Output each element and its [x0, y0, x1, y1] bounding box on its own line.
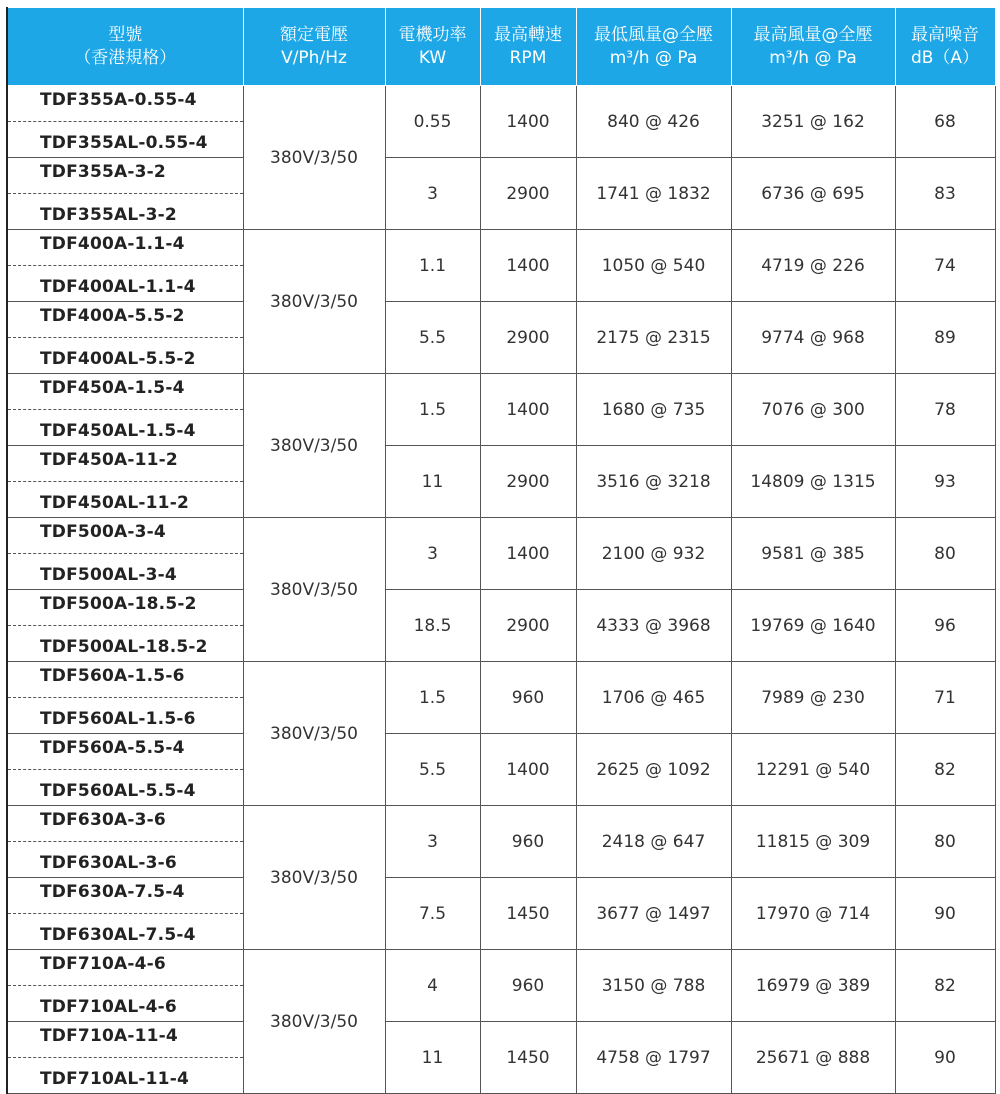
header-model: 型號 （香港規格） [7, 8, 243, 86]
min-flow-cell: 4333 @ 3968 [576, 590, 731, 662]
power-cell: 7.5 [385, 878, 480, 950]
max-flow-cell: 25671 @ 888 [731, 1022, 895, 1094]
header-power: 電機功率 KW [385, 8, 480, 86]
power-cell: 5.5 [385, 734, 480, 806]
model-cell: TDF400AL-5.5-2 [7, 338, 243, 374]
voltage-cell: 380V/3/50 [243, 230, 385, 374]
model-cell: TDF710AL-11-4 [7, 1058, 243, 1094]
noise-cell: 82 [895, 734, 995, 806]
table-row [7, 518, 995, 554]
power-cell: 1.5 [385, 374, 480, 446]
table-row [7, 878, 995, 914]
model-cell: TDF710A-11-4 [7, 1022, 243, 1058]
min-flow-cell: 840 @ 426 [576, 86, 731, 158]
model-cell: TDF630A-7.5-4 [7, 878, 243, 914]
noise-cell: 90 [895, 878, 995, 950]
table-row [7, 230, 995, 266]
speed-cell: 960 [480, 950, 576, 1022]
table-row [7, 1022, 995, 1058]
model-cell: TDF710AL-4-6 [7, 986, 243, 1022]
max-flow-cell: 6736 @ 695 [731, 158, 895, 230]
min-flow-cell: 2625 @ 1092 [576, 734, 731, 806]
max-flow-cell: 19769 @ 1640 [731, 590, 895, 662]
model-cell: TDF355AL-3-2 [7, 194, 243, 230]
max-flow-cell: 4719 @ 226 [731, 230, 895, 302]
model-cell: TDF500AL-3-4 [7, 554, 243, 590]
model-cell: TDF500A-18.5-2 [7, 590, 243, 626]
power-cell: 0.55 [385, 86, 480, 158]
voltage-cell: 380V/3/50 [243, 86, 385, 230]
min-flow-cell: 3516 @ 3218 [576, 446, 731, 518]
max-flow-cell: 17970 @ 714 [731, 878, 895, 950]
min-flow-cell: 3677 @ 1497 [576, 878, 731, 950]
header-voltage: 額定電壓 V/Ph/Hz [243, 8, 385, 86]
model-cell: TDF400A-5.5-2 [7, 302, 243, 338]
model-cell: TDF355A-0.55-4 [7, 86, 243, 122]
max-flow-cell: 7989 @ 230 [731, 662, 895, 734]
speed-cell: 1400 [480, 374, 576, 446]
model-cell: TDF560AL-5.5-4 [7, 770, 243, 806]
noise-cell: 82 [895, 950, 995, 1022]
model-cell: TDF560A-1.5-6 [7, 662, 243, 698]
max-flow-cell: 12291 @ 540 [731, 734, 895, 806]
max-flow-cell: 16979 @ 389 [731, 950, 895, 1022]
header-noise: 最高噪音 dB（A） [895, 8, 995, 86]
model-cell: TDF630AL-3-6 [7, 842, 243, 878]
min-flow-cell: 2100 @ 932 [576, 518, 731, 590]
speed-cell: 1400 [480, 86, 576, 158]
speed-cell: 1400 [480, 518, 576, 590]
table-row [7, 446, 995, 482]
min-flow-cell: 4758 @ 1797 [576, 1022, 731, 1094]
header-max-flow: 最高風量@全壓 m³/h @ Pa [731, 8, 895, 86]
voltage-cell: 380V/3/50 [243, 950, 385, 1094]
model-cell: TDF450A-1.5-4 [7, 374, 243, 410]
header-min-flow: 最低風量@全壓 m³/h @ Pa [576, 8, 731, 86]
header-speed: 最高轉速 RPM [480, 8, 576, 86]
model-cell: TDF400AL-1.1-4 [7, 266, 243, 302]
power-cell: 1.1 [385, 230, 480, 302]
max-flow-cell: 3251 @ 162 [731, 86, 895, 158]
model-cell: TDF500AL-18.5-2 [7, 626, 243, 662]
noise-cell: 80 [895, 518, 995, 590]
table-row [7, 662, 995, 698]
voltage-cell: 380V/3/50 [243, 662, 385, 806]
table-row [7, 590, 995, 626]
speed-cell: 2900 [480, 302, 576, 374]
table-row [7, 734, 995, 770]
model-cell: TDF710A-4-6 [7, 950, 243, 986]
speed-cell: 2900 [480, 158, 576, 230]
min-flow-cell: 2175 @ 2315 [576, 302, 731, 374]
noise-cell: 78 [895, 374, 995, 446]
noise-cell: 74 [895, 230, 995, 302]
power-cell: 3 [385, 158, 480, 230]
model-cell: TDF450AL-1.5-4 [7, 410, 243, 446]
voltage-cell: 380V/3/50 [243, 518, 385, 662]
table-row [7, 374, 995, 410]
model-cell: TDF630A-3-6 [7, 806, 243, 842]
max-flow-cell: 14809 @ 1315 [731, 446, 895, 518]
power-cell: 4 [385, 950, 480, 1022]
speed-cell: 1400 [480, 734, 576, 806]
power-cell: 11 [385, 446, 480, 518]
speed-cell: 960 [480, 806, 576, 878]
voltage-cell: 380V/3/50 [243, 374, 385, 518]
table-row [7, 86, 995, 122]
min-flow-cell: 1741 @ 1832 [576, 158, 731, 230]
model-cell: TDF450A-11-2 [7, 446, 243, 482]
noise-cell: 93 [895, 446, 995, 518]
min-flow-cell: 1706 @ 465 [576, 662, 731, 734]
voltage-cell: 380V/3/50 [243, 806, 385, 950]
model-cell: TDF560AL-1.5-6 [7, 698, 243, 734]
speed-cell: 1450 [480, 878, 576, 950]
header-row [7, 8, 995, 86]
model-cell: TDF500A-3-4 [7, 518, 243, 554]
noise-cell: 89 [895, 302, 995, 374]
max-flow-cell: 7076 @ 300 [731, 374, 895, 446]
speed-cell: 2900 [480, 446, 576, 518]
table-row [7, 302, 995, 338]
power-cell: 3 [385, 806, 480, 878]
model-cell: TDF630AL-7.5-4 [7, 914, 243, 950]
fan-spec-table [6, 7, 996, 1094]
noise-cell: 96 [895, 590, 995, 662]
min-flow-cell: 3150 @ 788 [576, 950, 731, 1022]
model-cell: TDF355A-3-2 [7, 158, 243, 194]
model-cell: TDF400A-1.1-4 [7, 230, 243, 266]
max-flow-cell: 11815 @ 309 [731, 806, 895, 878]
power-cell: 3 [385, 518, 480, 590]
noise-cell: 68 [895, 86, 995, 158]
model-cell: TDF355AL-0.55-4 [7, 122, 243, 158]
table-row [7, 950, 995, 986]
speed-cell: 960 [480, 662, 576, 734]
speed-cell: 1400 [480, 230, 576, 302]
power-cell: 11 [385, 1022, 480, 1094]
max-flow-cell: 9774 @ 968 [731, 302, 895, 374]
noise-cell: 83 [895, 158, 995, 230]
noise-cell: 71 [895, 662, 995, 734]
min-flow-cell: 1680 @ 735 [576, 374, 731, 446]
min-flow-cell: 2418 @ 647 [576, 806, 731, 878]
speed-cell: 2900 [480, 590, 576, 662]
model-cell: TDF450AL-11-2 [7, 482, 243, 518]
power-cell: 18.5 [385, 590, 480, 662]
table-row [7, 158, 995, 194]
speed-cell: 1450 [480, 1022, 576, 1094]
power-cell: 1.5 [385, 662, 480, 734]
model-cell: TDF560A-5.5-4 [7, 734, 243, 770]
table-body [7, 86, 995, 1094]
power-cell: 5.5 [385, 302, 480, 374]
min-flow-cell: 1050 @ 540 [576, 230, 731, 302]
noise-cell: 90 [895, 1022, 995, 1094]
max-flow-cell: 9581 @ 385 [731, 518, 895, 590]
table-row [7, 806, 995, 842]
noise-cell: 80 [895, 806, 995, 878]
